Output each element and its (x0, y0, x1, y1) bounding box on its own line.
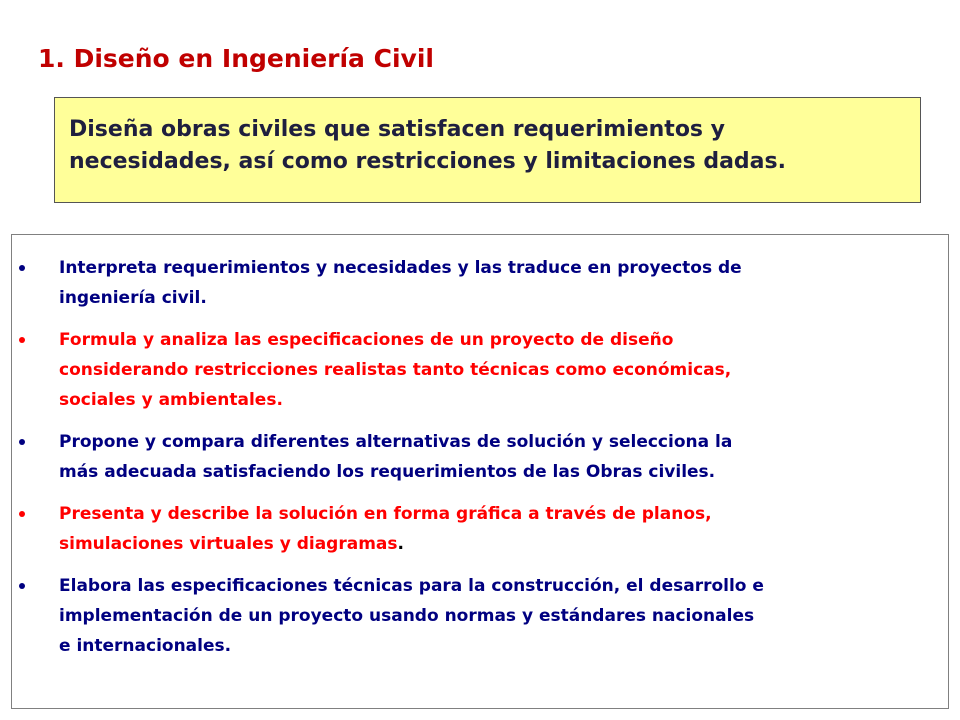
item-line: Interpreta requerimientos y necesidades y las traduce en proyectos de (59, 258, 742, 278)
item-line: implementación de un proyecto usando normas y estándares nacionales (59, 606, 755, 626)
outcomes-list (12, 253, 948, 673)
bullet-icon (19, 511, 25, 517)
item-line: Propone y compara diferentes alternativas de solución y selecciona la (59, 432, 733, 452)
item-line (59, 529, 948, 559)
summary-callout (54, 97, 921, 203)
item-line-text: simulaciones virtuales y diagramas (59, 534, 398, 554)
list-item (12, 325, 948, 415)
list-item (12, 427, 948, 487)
item-line: ingeniería civil. (59, 288, 207, 308)
page-title: 1. Diseño en Ingeniería Civil (38, 44, 434, 73)
bullet-icon (19, 583, 25, 589)
list-item (12, 499, 948, 559)
bullet-icon (19, 439, 25, 445)
outcomes-box (11, 234, 949, 709)
list-item (12, 253, 948, 313)
trailing-period: . (397, 534, 404, 554)
callout-line-1: Diseña obras civiles que satisfacen requerimientos y (69, 117, 726, 142)
bullet-icon (19, 265, 25, 271)
bullet-icon (19, 337, 25, 343)
item-line: Elabora las especificaciones técnicas para la construcción, el desarrollo e (59, 576, 764, 596)
item-line: más adecuada satisfaciendo los requerimientos de las Obras civiles. (59, 462, 716, 482)
item-line: Formula y analiza las especificaciones de un proyecto de diseño (59, 330, 674, 350)
item-line: e internacionales. (59, 636, 232, 656)
list-item (12, 571, 948, 661)
item-line: Presenta y describe la solución en forma gráfica a través de planos, (59, 504, 712, 524)
item-line: sociales y ambientales. (59, 390, 283, 410)
callout-line-2: necesidades, así como restricciones y limitaciones dadas. (69, 149, 786, 174)
item-line: considerando restricciones realistas tanto técnicas como económicas, (59, 360, 732, 380)
